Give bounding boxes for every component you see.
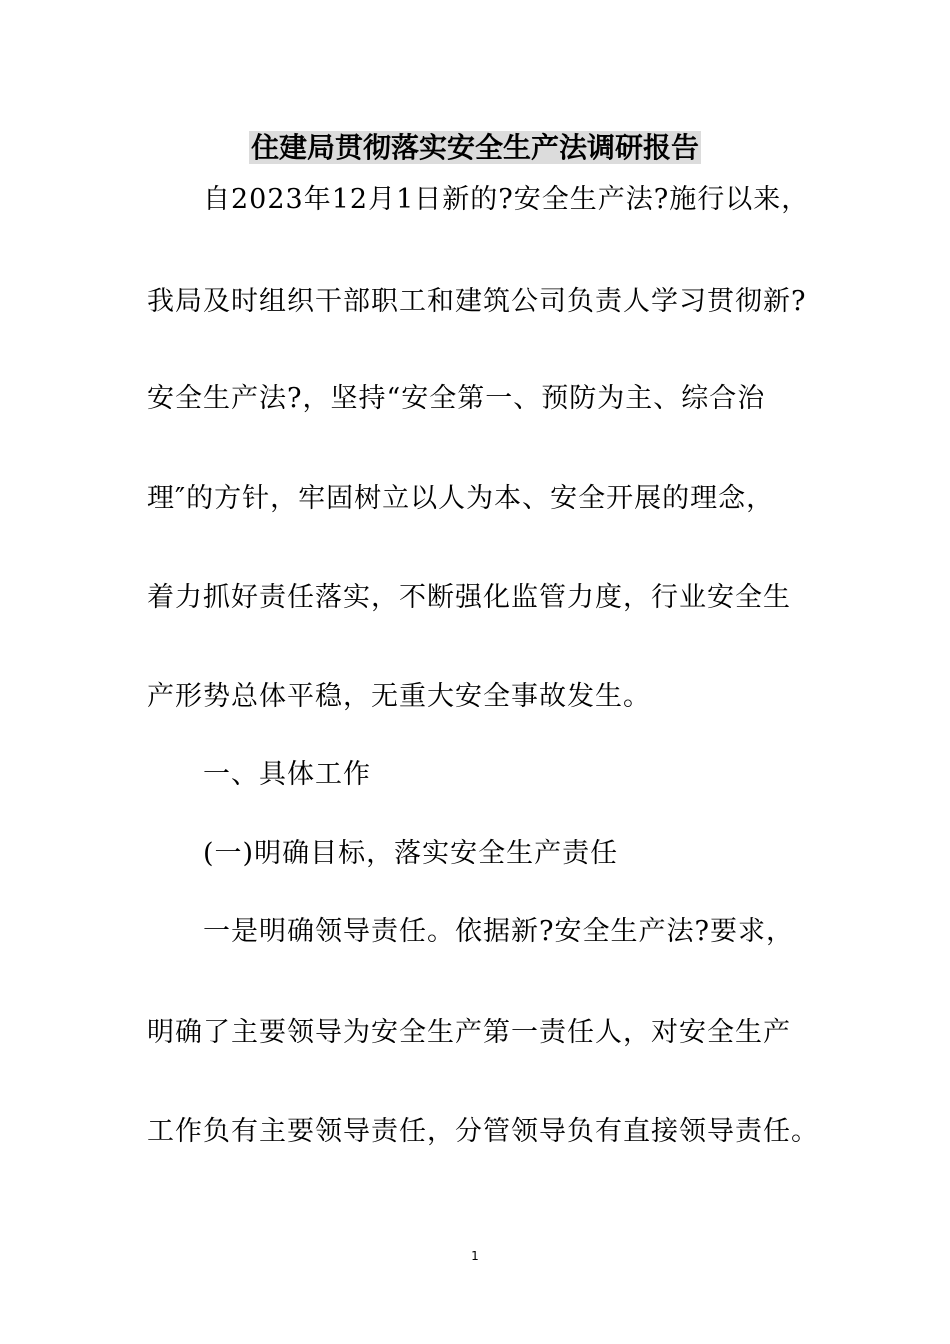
body-line-3: 安全生产法?，坚持“安全第一、预防为主、综合治 bbox=[147, 383, 766, 414]
body-line-8: 明确了主要领导为安全生产第一责任人，对安全生产 bbox=[147, 1017, 791, 1048]
subsection-heading: (一)明确目标，落实安全生产责任 bbox=[203, 838, 619, 869]
body-line-7: 一是明确领导责任。依据新?安全生产法?要求， bbox=[203, 916, 794, 947]
body-line-2: 我局及时组织干部职工和建筑公司负责人学习贯彻新? bbox=[147, 286, 807, 317]
document-title-text: 住建局贯彻落实安全生产法调研报告 bbox=[250, 131, 699, 164]
body-line-1: 自2023年12月1日新的?安全生产法?施行以来， bbox=[203, 184, 810, 215]
body-line-5: 着力抓好责任落实，不断强化监管力度，行业安全生 bbox=[147, 582, 791, 613]
document-title bbox=[0, 128, 950, 168]
body-line-9: 工作负有主要领导责任，分管领导负有直接领导责任。 bbox=[147, 1116, 819, 1147]
body-line-6: 产形势总体平稳，无重大安全事故发生。 bbox=[147, 681, 651, 712]
page-number: 1 bbox=[471, 1249, 479, 1263]
section-heading: 一、具体工作 bbox=[203, 759, 371, 790]
body-line-4: 理″的方针，牢固树立以人为本、安全开展的理念， bbox=[147, 483, 775, 514]
